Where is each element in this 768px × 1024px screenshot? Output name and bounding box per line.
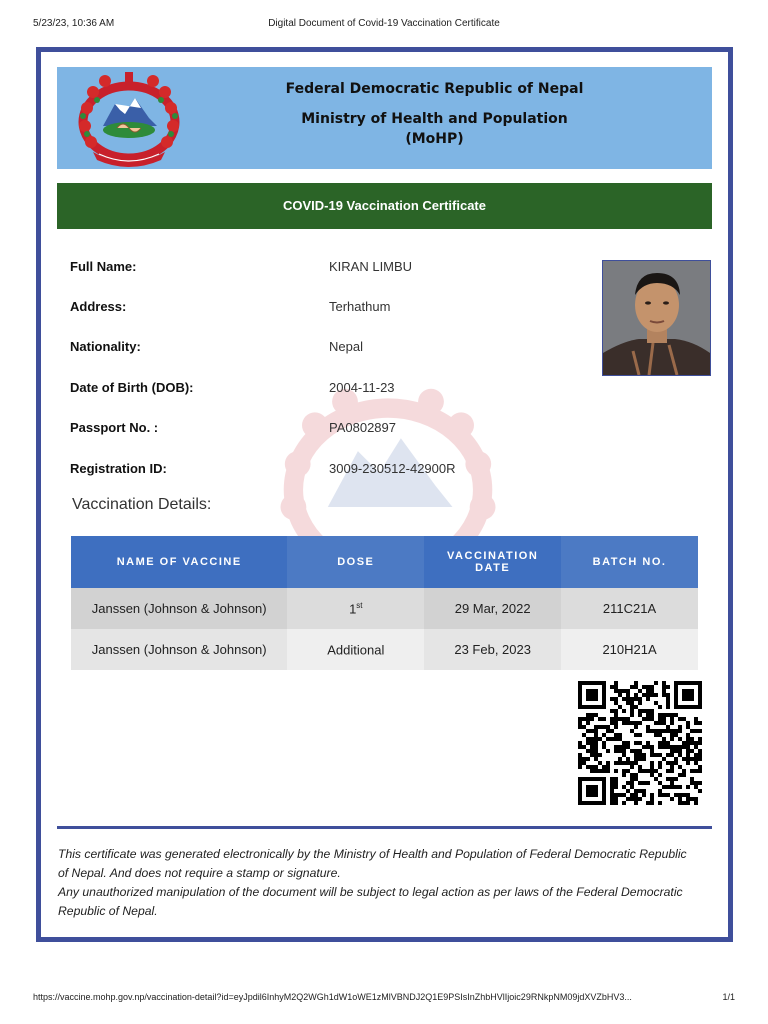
disclaimer-electronic: This certificate was generated electronically by the Ministry of Health and Population of Federal Democratic Republic of Nepal. And does not require a stamp or signature.	[58, 847, 687, 880]
print-page-number: 1/1	[722, 992, 735, 1002]
address-value: Terhathum	[329, 299, 391, 314]
dob-label: Date of Birth (DOB):	[70, 380, 194, 395]
dose-value: 1	[349, 601, 357, 617]
dose-value: Additional	[327, 642, 385, 658]
nationality-label: Nationality:	[70, 339, 141, 354]
nationality-value: Nepal	[329, 339, 363, 354]
col-vaccination-date: VACCINATION DATE	[424, 536, 561, 588]
ministry-name: Ministry of Health and Population	[301, 111, 568, 127]
dose-cell	[287, 588, 424, 629]
address-label: Address:	[70, 299, 127, 314]
print-header	[33, 18, 735, 32]
col-dose: DOSE	[287, 536, 424, 588]
dose-cell	[287, 629, 424, 670]
print-footer	[33, 992, 735, 1006]
dose-suffix: st	[356, 600, 363, 610]
print-datetime: 5/23/23, 10:36 AM	[33, 18, 115, 29]
nepal-emblem-icon	[73, 68, 185, 168]
person-photo	[602, 260, 711, 376]
divider	[57, 826, 712, 829]
full-name-label: Full Name:	[70, 259, 137, 274]
table-row	[71, 588, 698, 629]
certificate-frame	[36, 47, 733, 942]
ministry-abbr: (MoHP)	[405, 131, 464, 147]
vaccination-details-heading: Vaccination Details:	[72, 496, 212, 513]
vaccine-name-cell: Janssen (Johnson & Johnson)	[71, 629, 287, 670]
qr-code-icon	[578, 681, 702, 805]
header-text	[207, 81, 662, 149]
passport-value: PA0802897	[329, 420, 396, 435]
country-name: Federal Democratic Republic of Nepal	[285, 81, 584, 97]
batch-cell: 210H21A	[561, 629, 698, 670]
dob-value: 2004-11-23	[329, 380, 395, 395]
disclaimer-legal: Any unauthorized manipulation of the document will be subject to legal action as per laws of the Federal Democratic Republic of Nepal.	[58, 885, 683, 918]
certificate-title-banner: COVID-19 Vaccination Certificate	[57, 183, 712, 229]
vaccination-table	[71, 536, 698, 670]
table-row	[71, 629, 698, 670]
registration-id-label: Registration ID:	[70, 461, 167, 476]
col-batch-no: BATCH NO.	[561, 536, 698, 588]
disclaimer	[58, 845, 698, 921]
print-url: https://vaccine.mohp.gov.np/vaccination-detail?id=eyJpdil6InhyM2Q2WGh1dW1oWE1zMlVBNDJ2Q1E9PSIsInZhbHVlIjoic29RNkpNM09jdXVZbHV3...	[33, 992, 632, 1002]
date-cell: 29 Mar, 2022	[424, 588, 561, 629]
print-doc-title: Digital Document of Covid-19 Vaccination Certificate	[268, 18, 500, 29]
date-cell: 23 Feb, 2023	[424, 629, 561, 670]
vaccine-name-cell: Janssen (Johnson & Johnson)	[71, 588, 287, 629]
registration-id-value: 3009-230512-42900R	[329, 461, 456, 476]
full-name-value: KIRAN LIMBU	[329, 259, 413, 274]
certificate-header	[57, 67, 712, 169]
batch-cell: 211C21A	[561, 588, 698, 629]
col-name-of-vaccine: NAME OF VACCINE	[71, 536, 287, 588]
table-header-row	[71, 536, 698, 588]
passport-label: Passport No. :	[70, 420, 159, 435]
